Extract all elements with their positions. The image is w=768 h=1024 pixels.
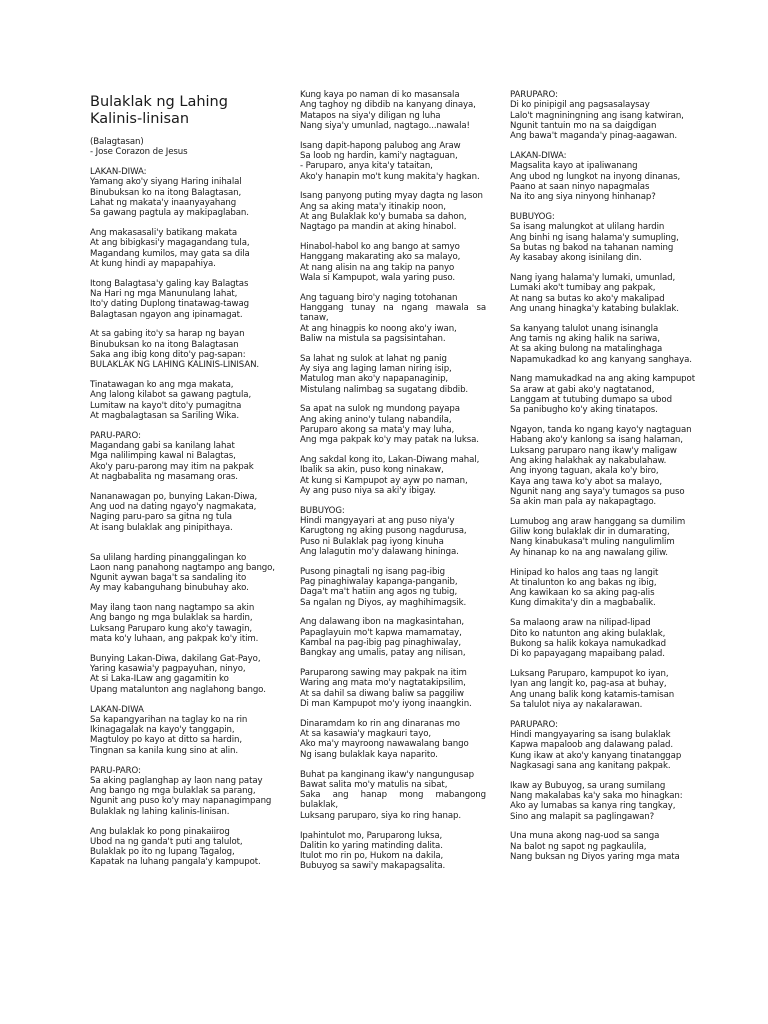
poem-line: Saka ang hanap mong mabangong bulaklak, <box>300 790 486 811</box>
poem-line: Saka ang ibig kong dito'y pag-sapan: <box>90 350 246 361</box>
poem-line: Sa ngalan ng Diyos, ay maghihimagsik. <box>300 597 467 608</box>
stanza <box>300 770 486 821</box>
poem-line: Magtuloy po kayo at ditto sa hardin, <box>90 735 242 746</box>
poem-line: Ngunit ang puso ko'y may napanagimpang <box>90 796 272 807</box>
stanza <box>510 324 696 365</box>
stanza <box>510 831 696 862</box>
stanza <box>300 567 486 608</box>
poem-line: Sa ulilang harding pinanggalingan ko <box>90 552 247 563</box>
poem-line: Ibalik sa akin, puso kong ninakaw, <box>300 465 444 476</box>
poem-line: Ang mga pakpak ko'y may patak na luksa. <box>300 435 479 446</box>
poem-line: Binubuksan ko na itong Balagtasan <box>90 339 239 350</box>
column-2 <box>300 90 486 881</box>
column-3 <box>510 90 696 872</box>
poem-line: Sa talulot niya ay nakalarawan. <box>510 699 643 710</box>
poem-line: Ako'y hanapin mo't kung makita'y hagkan. <box>300 171 480 182</box>
stanza <box>90 329 276 370</box>
poem-line: At ang hinagpis ko noong ako'y iwan, <box>300 323 457 334</box>
poem-line: Ako ma'y mayroong nawawalang bango <box>300 739 469 750</box>
poem-line: Ay hinanap ko na ang nawalang giliw. <box>510 547 668 558</box>
poem-line: Hindi mangyayaring sa isang bulaklak <box>510 729 671 740</box>
poem-line: At sa kasawia'y magkauri tayo, <box>300 729 431 740</box>
poem-line: Nananawagan po, bunying Lakan-Diwa, <box>90 491 258 502</box>
poem-line: Karugtong ng aking pusong nagdurusa, <box>300 526 467 537</box>
poem-line: Ngunit tantuin mo na sa daigdigan <box>510 120 657 131</box>
poem-line: Ang bawa't maganda'y pinag-aagawan. <box>510 131 678 142</box>
poem-line: Ngunit aywan baga't sa sandaling ito <box>90 573 247 584</box>
poem-line: Ang sa aking mata'y itinakip noon, <box>300 201 446 212</box>
poem-line: Ay kasabay akong isinilang din. <box>510 253 642 264</box>
poem-line: Nang buksan ng Diyos yaring mga mata <box>510 851 680 862</box>
poem-line: Na balot ng sapot ng pagkaulila, <box>510 841 647 852</box>
poem-line: BUBUYOG: <box>300 505 345 516</box>
poem-line: Tingnan sa kanila kung sino at alin. <box>90 745 239 756</box>
poem-line: Pag pinaghiwalay kapanga-panganib, <box>300 577 458 588</box>
poem-line: Na ito ang siya ninyong hinhanap? <box>510 192 656 203</box>
stanza <box>510 425 696 507</box>
poem-line: At ang Bulaklak ko'y bumaba sa dahon, <box>300 211 467 222</box>
poem-line: Nang kinabukasa't muling nangulimlim <box>510 537 675 548</box>
poem-line: Ang bango ng mga bulaklak sa hardin, <box>90 613 253 624</box>
poem-line: Paano at saan ninyo napagmalas <box>510 181 650 192</box>
poem-line: Ang bulaklak ko pong pinakaiirog <box>90 826 230 837</box>
stanza <box>90 543 276 553</box>
poem-line: Una muna akong nag-uod sa sanga <box>510 831 660 842</box>
poem-line: Ang inyong taguan, akala ko'y biro, <box>510 466 659 477</box>
poem-line: Sa akin man pala ay nakapagtago. <box>510 497 656 508</box>
poem-line: Isang dapit-hapong palubog ang Araw <box>300 140 461 151</box>
stanza <box>300 506 486 557</box>
poem-line: At nang alisin na ang takip na panyo <box>300 262 455 273</box>
poem-line: Paruparong sawing may pakpak na itim <box>300 668 467 679</box>
poem-line: Ang taghoy ng dibdib na kanyang dinaya, <box>300 100 476 111</box>
stanza <box>300 404 486 445</box>
poem-line: LAKAN-DIWA: <box>90 167 147 178</box>
poem-line: Kambal na pag-ibig pag pinaghiwalay, <box>300 638 462 649</box>
poem-line: Laon nang panahong nagtampo ang bango, <box>90 562 275 573</box>
poem-line: - Jose Corazon de Jesus <box>90 147 188 158</box>
poem-line: At sa dahil sa diwang baliw sa paggiliw <box>300 688 464 699</box>
poem-line: Di ko pinipigil ang pagsasalaysay <box>510 100 650 111</box>
poem-line: Sa panibugho ko'y aking tinatapos. <box>510 405 658 416</box>
stanza <box>510 273 696 314</box>
poem-line: mata ko'y luhaan, ang pakpak ko'y itim. <box>90 634 259 645</box>
poem-line: Mistulang nalimbag sa sugatang dibdib. <box>300 384 469 395</box>
poem-line: Luksang Paruparo kung ako'y tawagin, <box>90 623 253 634</box>
poem-line: Ang unang balik kong katamis-tamisan <box>510 689 675 700</box>
poem-line: Ang lalong kilabot sa gawang pagtula, <box>90 390 252 401</box>
poem-line: At sa aking bulong na matalinghaga <box>510 344 663 355</box>
poem-line: Di ko papayagang mapaibang palad. <box>510 649 665 660</box>
poem-line: Ang tamis ng aking halik na sariwa, <box>510 333 660 344</box>
stanza <box>510 568 696 609</box>
poem-line: Lahat ng makata'y inaanyayahang <box>90 197 237 208</box>
poem-line: Bukong sa halik kokaya namukadkad <box>510 638 667 649</box>
poem-line: (Balagtasan) <box>90 137 144 147</box>
poem-line: Ang aking halakhak ay nakabulahaw. <box>510 455 667 466</box>
poem-line: Kung ikaw at ako'y kanyang tinatanggap <box>510 750 682 761</box>
poem-line: At si Laka-ILaw ang gagamitin ko <box>90 674 229 685</box>
poem-line: Luksang Paruparo, kampupot ko iyan, <box>510 668 669 679</box>
stanza <box>300 455 486 496</box>
stanza <box>90 603 276 644</box>
poem-line: Kung dimakita'y din a magbabalik. <box>510 598 656 609</box>
poem-line: Hanggang makarating ako sa malayo, <box>300 252 461 263</box>
poem-line: Langgam at tutubing dumapo sa ubod <box>510 394 672 405</box>
poem-line: Hindi mangyayari at ang puso niya'y <box>300 516 455 527</box>
poem-line: At isang bulaklak ang pinipithaya. <box>90 522 233 533</box>
poem-line: At nagbabalita ng masamang oras. <box>90 472 238 483</box>
stanza <box>90 431 276 482</box>
poem-line: Binubuksan ko na itong Balagtasan, <box>90 187 242 198</box>
stanza <box>300 719 486 760</box>
poem-line: Ang dalawang ibon na magkasintahan, <box>300 617 465 628</box>
poem-line: Ang ubod ng lungkot na inyong dinanas, <box>510 171 681 182</box>
poem-line: Dinaramdam ko rin ang dinaranas mo <box>300 718 460 729</box>
poem-line: Nang iyang halama'y lumaki, umunlad, <box>510 272 676 283</box>
poem-line: Matapos na siya'y diligan ng luha <box>300 110 441 121</box>
poem-line: Di man Kampupot mo'y iyong inaangkin. <box>300 699 472 710</box>
poem-line: Upang matalunton ang naglahong bango. <box>90 684 266 695</box>
poem-line: Nang mamukadkad na ang aking kampupot <box>510 374 695 385</box>
poem-line: Ito'y dating Duplong tinatawag-tawag <box>90 299 249 310</box>
poem-line: Bunying Lakan-Diwa, dakilang Gat-Payo, <box>90 653 261 664</box>
stanza <box>90 167 276 218</box>
stanza <box>90 492 276 533</box>
poem-line: Itulot mo rin po, Hukom na dakila, <box>300 851 444 862</box>
poem-line: Sa butas ng bakod na tahanan naming <box>510 242 674 253</box>
poem-line: Hinabol-habol ko ang bango at samyo <box>300 242 460 253</box>
stanza <box>510 374 696 415</box>
poem-line: Ngayon, tanda ko ngang kayo'y nagtaguan <box>510 425 692 436</box>
poem-line: Magandang kumilos, may gata sa dila <box>90 248 250 259</box>
poem-line: PARU-PARO: <box>90 765 141 776</box>
poem-line: PARUPARO: <box>510 719 558 730</box>
poem-line: Nang siya'y umunlad, nagtago...nawala! <box>300 120 470 131</box>
poem-line: Bubuyog sa sawi'y makapagsalita. <box>300 861 446 872</box>
stanza <box>510 669 696 710</box>
poem-line: Ikaw ay Bubuyog, sa urang sumilang <box>510 780 666 791</box>
poem-line: Ipahintulot mo, Paruparong luksa, <box>300 830 443 841</box>
poem-line: Magsalita kayo at ipaliwanang <box>510 161 638 172</box>
poem-line: Ang lalagutin mo'y dalawang hininga. <box>300 546 459 557</box>
poem-line: Ang sakdal kong ito, Lakan-Diwang mahal, <box>300 455 480 466</box>
stanza <box>300 668 486 709</box>
poem-line: Magandang gabi sa kanilang lahat <box>90 441 235 452</box>
stanza <box>300 90 486 131</box>
poem-line: Yaring kasawia'y pagpayuhan, ninyo, <box>90 664 246 675</box>
stanza <box>90 228 276 269</box>
poem-line: At ang bibigkasi'y magagandang tula, <box>90 238 250 249</box>
poem-line: Puso ni Bulaklak pag iyong kinuha <box>300 536 444 547</box>
poem-line: Sa apat na sulok ng mundong payapa <box>300 404 460 415</box>
poem-line: Sino ang malapit sa paglingawan? <box>510 811 655 822</box>
stanza <box>510 720 696 771</box>
stanza <box>300 293 486 344</box>
poem-line: PARUPARO: <box>510 90 558 100</box>
poem-line: Ako'y paru-parong may itim na pakpak <box>90 461 254 472</box>
poem-line: Wala si Kampupot, wala yaring puso. <box>300 272 456 283</box>
poem-line: Lalo't magniningning ang isang katwiran, <box>510 110 684 121</box>
poem-line: Kaya ang tawa ko'y abot sa malayo, <box>510 476 663 487</box>
poem-line: Lumubog ang araw hanggang sa dumilim <box>510 516 686 527</box>
stanza <box>300 617 486 658</box>
poem-line: PARU-PARO: <box>90 430 141 441</box>
poem-line: Waring ang mata mo'y nagtatakipsilim, <box>300 678 466 689</box>
poem-line: Tinatawagan ko ang mga makata, <box>90 380 234 391</box>
poem-line: Yamang ako'y siyang Haring inihalal <box>90 177 242 188</box>
stanza <box>90 827 276 868</box>
poem-line: Nagtago pa mandin at aking hinabol. <box>300 222 457 233</box>
poem-line: Sa lahat ng sulok at lahat ng panig <box>300 353 447 364</box>
poem-line: Ikinagagalak na kayo'y tanggapin, <box>90 725 235 736</box>
stanza <box>90 380 276 421</box>
poem-line: Sa kapangyarihan na taglay ko na rin <box>90 714 248 725</box>
poem-line: Sa malaong araw na nilipad-lipad <box>510 618 651 629</box>
poem-line: Baliw na mistula sa pagsisintahan. <box>300 333 446 344</box>
stanza <box>510 618 696 659</box>
poem-line: Sa kanyang talulot unang isinangla <box>510 323 659 334</box>
poem-line: Ang bango ng mga bulaklak sa parang, <box>90 786 256 797</box>
poem-line: Luksang paruparo nang ikaw'y maligaw <box>510 445 677 456</box>
poem-line: Hinipad ko halos ang taas ng langit <box>510 567 659 578</box>
stanza <box>510 151 696 202</box>
poem-line: At nang sa butas ko ako'y makalipad <box>510 293 665 304</box>
poem-line: Ay may kabanguhang binubuhay ako. <box>90 583 249 594</box>
stanza <box>90 654 276 695</box>
stanza <box>90 766 276 817</box>
poem-line: Habang ako'y kanlong sa isang halaman, <box>510 435 683 446</box>
stanza <box>300 831 486 872</box>
poem-line: Giliw kong bulaklak dir in dumarating, <box>510 527 670 538</box>
poem-line: At sa gabing ito'y sa harap ng bayan <box>90 329 245 340</box>
poem-line: Ay ang puso niya sa aki'y ibigay. <box>300 486 436 496</box>
poem-line: Buhat pa kanginang ikaw'y nangungusap <box>300 769 474 780</box>
poem-title: Bulaklak ng Lahing Kalinis-linisan <box>90 94 228 127</box>
poem-line: Bawat salita mo'y matulis na sibat, <box>300 779 448 790</box>
stanza <box>510 517 696 558</box>
poem-line: Matulog man ako'y napapanaginip, <box>300 374 449 385</box>
poem-line: Ang kawikaan ko sa aking pag-alis <box>510 588 655 599</box>
poem-line: Sa aking paglanghap ay laon nang patay <box>90 775 263 786</box>
stanza <box>510 212 696 263</box>
poem-line: - Paruparo, anya kita'y tataitan, <box>300 161 433 172</box>
poem-line: BULAKLAK NG LAHING KALINIS-LINISAN. <box>90 360 260 371</box>
poem-line: Ang binhi ng isang halama'y sumupling, <box>510 232 679 243</box>
poem-line: Lumitaw na kayo't dito'y pumagitna <box>90 400 242 411</box>
poem-line: Ang taguang biro'y naging totohanan <box>300 292 458 303</box>
poem-line: Kung kaya po naman di ko masansala <box>300 90 460 100</box>
poem-line: Sa gawang pagtula ay makipaglaban. <box>90 208 249 219</box>
poem-line: Naging paru-paro sa gitna ng tula <box>90 512 232 523</box>
poem-line: At magbalagtasan sa Sariling Wika. <box>90 411 239 422</box>
poem-line: Pusong pinagtali ng isang pag-ibig <box>300 566 445 577</box>
poem-line: LAKAN-DIWA <box>90 704 144 715</box>
poem-line: Itong Balagtasa'y galing kay Balagtas <box>90 278 249 289</box>
stanza <box>90 279 276 320</box>
poem-line: Ang aking anino'y tulang nabandila, <box>300 414 452 425</box>
stanza <box>300 354 486 395</box>
poem-line: Bulaklak po ito ng lupang Tagalog, <box>90 847 235 858</box>
stanza <box>510 781 696 822</box>
poem-line: Nagkasagi sana ang kanitang pakpak. <box>510 760 671 771</box>
poem-line: Ang makasasali'y batikang makata <box>90 228 238 239</box>
poem-line: Bulaklak ng lahing kalinis-linisan. <box>90 806 230 817</box>
poem-line: Balagtasan ngayon ang ipinamagat. <box>90 309 243 320</box>
poem-line: Ako ay lumabas sa kanya ring tangkay, <box>510 801 676 812</box>
poem-line: Papaglayuin mo't kapwa mamamatay, <box>300 627 462 638</box>
stanza <box>90 553 276 594</box>
stanza <box>300 141 486 182</box>
poem-line: At kung hindi ay mapapahiya. <box>90 258 216 269</box>
poem-line: Iyan ang langit ko, pag-asa at buhay, <box>510 679 667 690</box>
poem-line: Ay siya ang laging laman niring isip, <box>300 364 452 375</box>
poem-line: Ang unang hinagka'y katabing bulaklak. <box>510 303 679 314</box>
poem-line: Isang panyong puting myay dagta ng lason <box>300 191 483 202</box>
poem-line: Kapatak na luhang pangala'y kampupot. <box>90 857 261 868</box>
poem-line: Bangkay ang umalis, patay ang nilisan, <box>300 648 466 659</box>
poem-line: Hanggang tunay na ngang mawala sa tanaw, <box>300 303 486 324</box>
poem-line: Mga nalilimping kawal ni Balagtas, <box>90 451 236 462</box>
stanza <box>510 90 696 141</box>
poem-line: Sa araw at gabi ako'y nagtatanod, <box>510 384 655 395</box>
poem-line: Na Hari ng mga Manunulang lahat, <box>90 289 238 300</box>
poem-line: Dito ko natunton ang aking bulaklak, <box>510 628 666 639</box>
poem-line: Dalitin ko yaring matinding dalita. <box>300 840 443 851</box>
poem-line: Luksang paruparo, siya ko ring hanap. <box>300 810 461 821</box>
stanza <box>90 705 276 756</box>
poem-line: Sa loob ng hardin, kami'y nagtaguan, <box>300 150 458 161</box>
poem-line: Napamukadkad ko ang kanyang sanghaya. <box>510 354 692 365</box>
poem-line: At tinalunton ko ang bakas ng ibig, <box>510 577 657 588</box>
poem-line: Kapwa mapaloob ang dalawang palad. <box>510 740 674 751</box>
poem-line: At kung si Kampupot ay ayw po naman, <box>300 475 468 486</box>
poem-line: Paruparo akong sa mata'y may luha, <box>300 425 455 436</box>
stanza <box>300 242 486 283</box>
poem-line: BUBUYOG: <box>510 211 555 222</box>
poem-line: Ang uod na dating ngayo'y nagmakata, <box>90 502 257 513</box>
poem-line: Daga't ma't hatiin ang agos ng tubig, <box>300 587 458 598</box>
poem-line: LAKAN-DIWA: <box>510 150 567 161</box>
poem-line: Ngunit nang ang saya'y tumagos sa puso <box>510 486 685 497</box>
column-1 <box>90 90 276 877</box>
stanza <box>300 191 486 232</box>
poem-line: Ubod na ng ganda't puti ang talulot, <box>90 836 243 847</box>
poem-line: Sa isang malungkot at ulilang hardin <box>510 222 665 233</box>
poem-line: Ng isang bulaklak kaya naparito. <box>300 749 438 760</box>
poem-line: Lumaki ako't tumibay ang pakpak, <box>510 283 656 294</box>
stanza <box>90 137 276 158</box>
poem-line: Nang makalabas ka'y saka mo hinagkan: <box>510 790 683 801</box>
poem-line: May ilang taon nang nagtampo sa akin <box>90 603 255 614</box>
